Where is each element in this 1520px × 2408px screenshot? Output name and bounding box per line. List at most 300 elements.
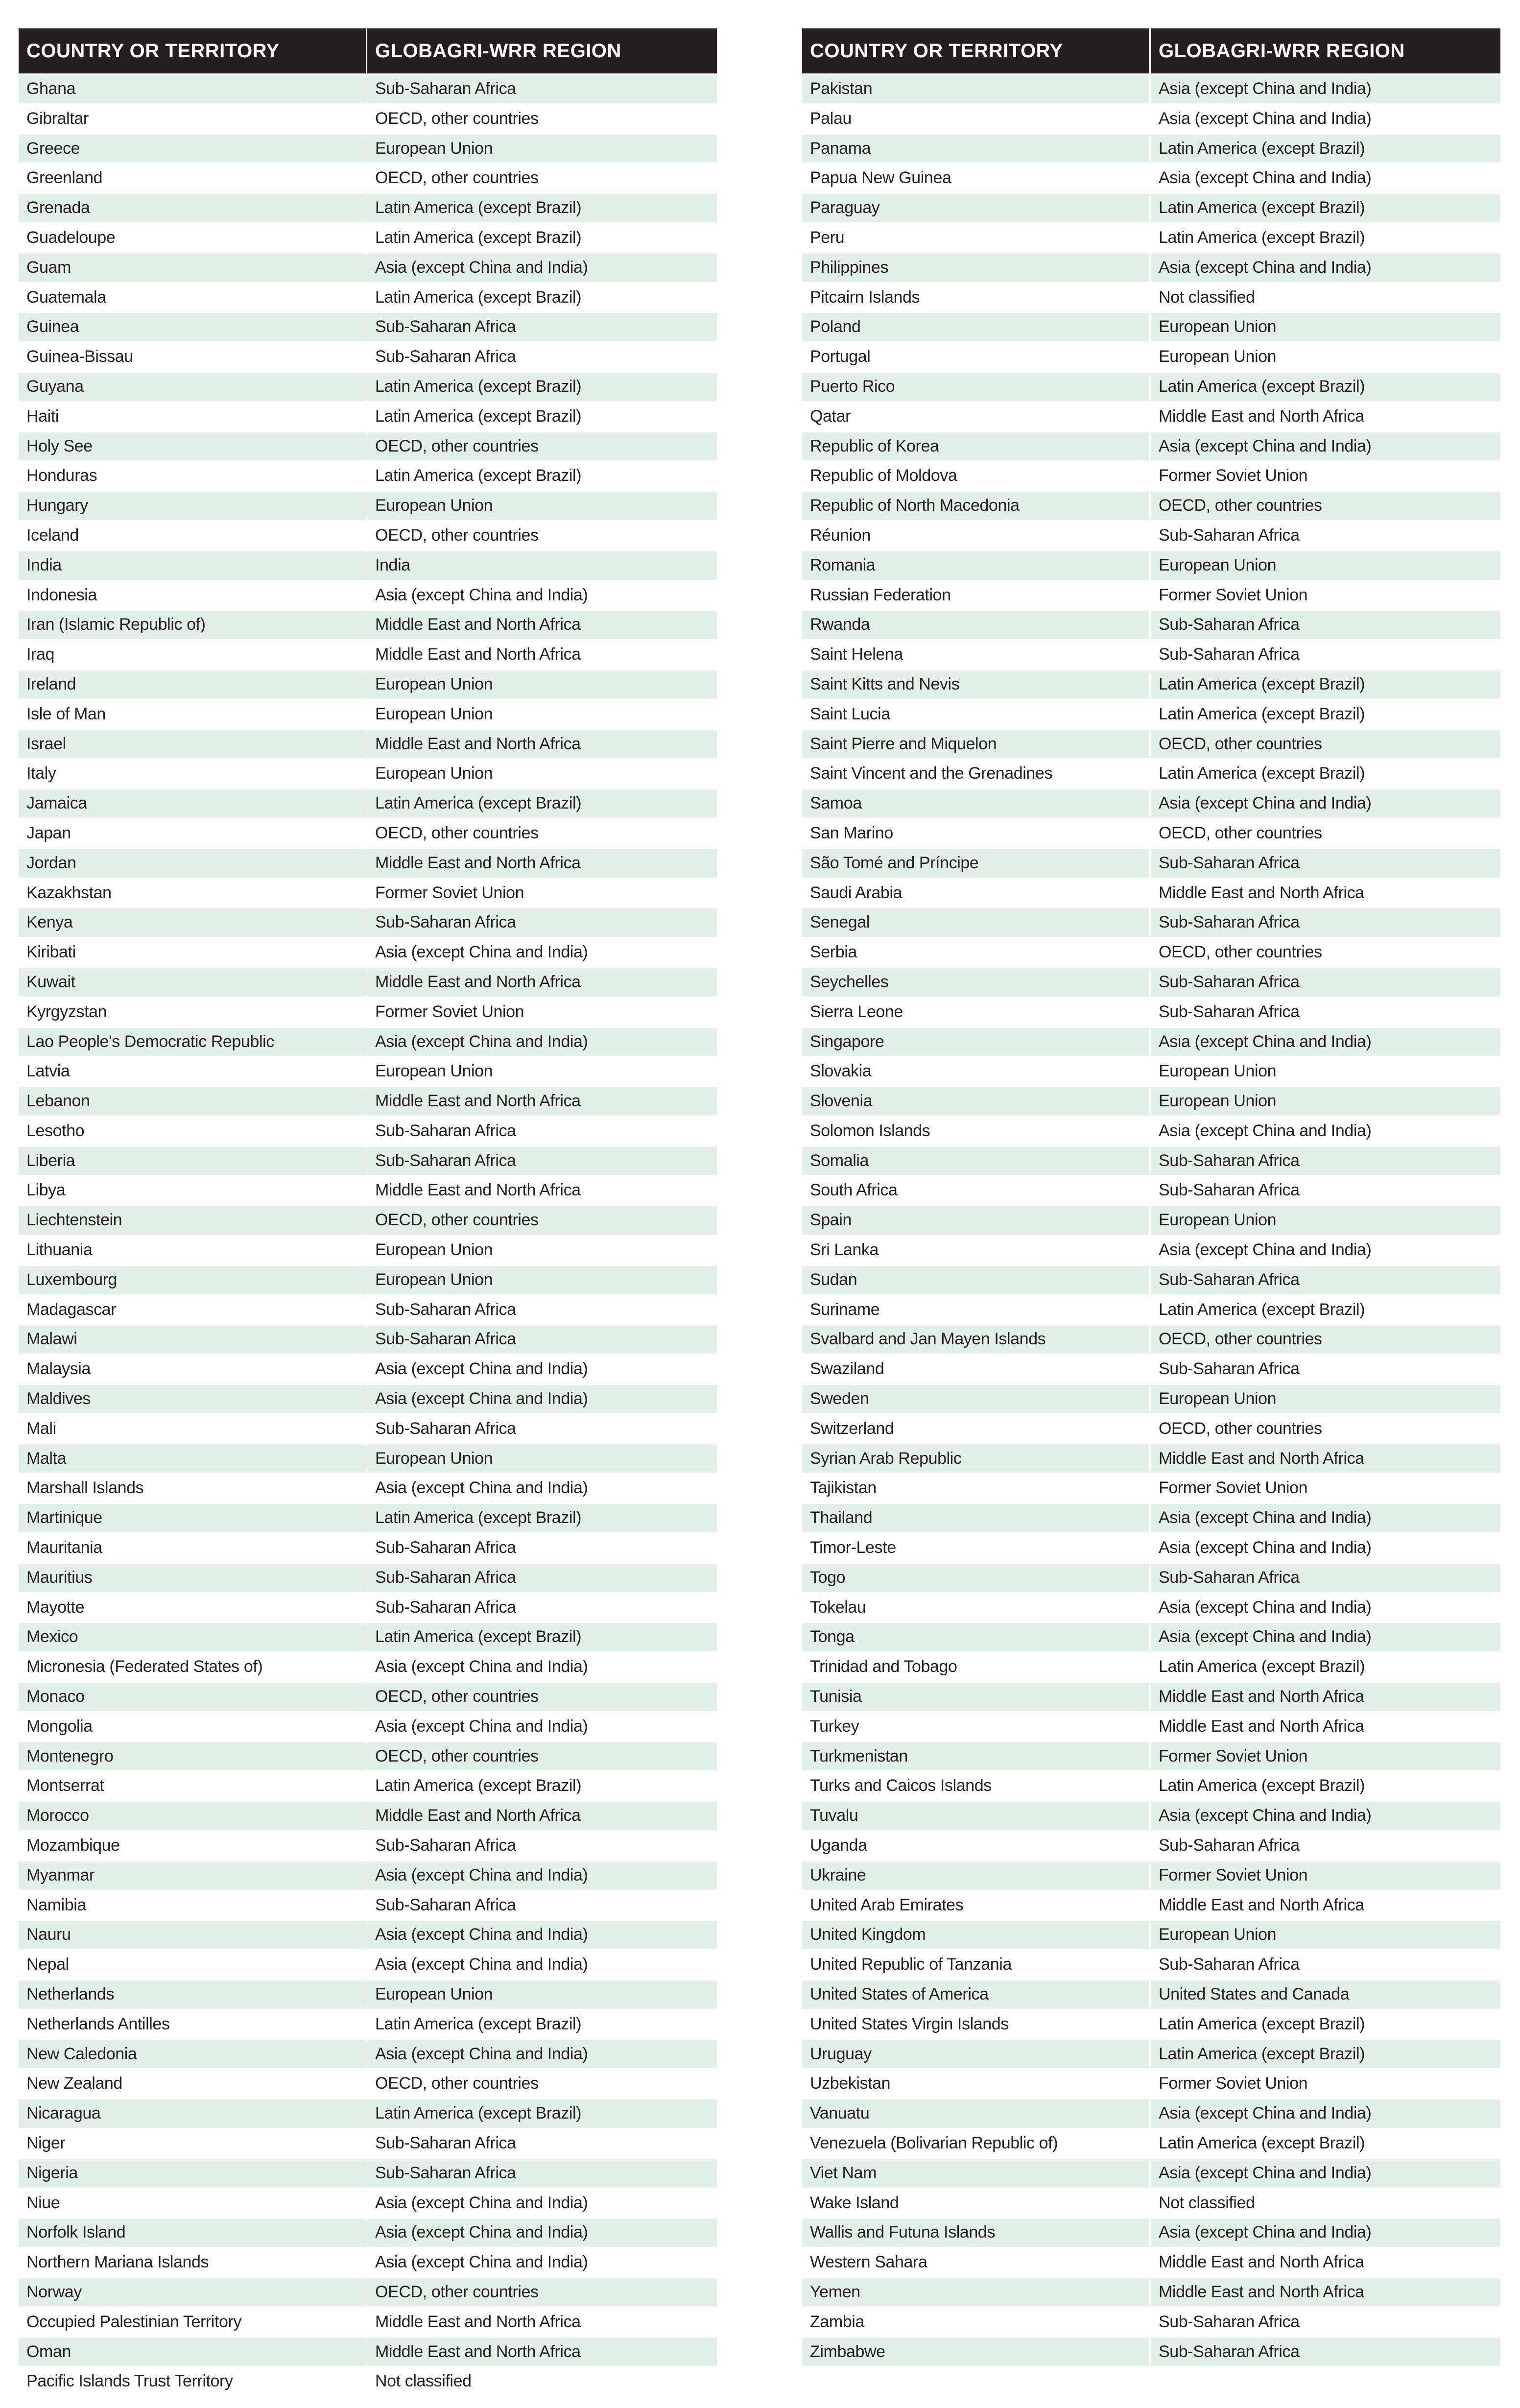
table-row xyxy=(802,1383,1500,1413)
region-cell: Asia (except China and India) xyxy=(1159,794,1372,813)
country-cell: India xyxy=(19,551,367,580)
region-cell: OECD, other countries xyxy=(1159,496,1322,515)
region-cell: Sub-Saharan Africa xyxy=(375,1568,516,1587)
table-row xyxy=(19,2158,717,2188)
region-cell: Asia (except China and India) xyxy=(1159,1121,1372,1140)
table-row xyxy=(19,252,717,282)
table-row xyxy=(802,311,1500,341)
country-cell: Occupied Palestinian Territory xyxy=(19,2308,367,2336)
table-row xyxy=(802,818,1500,848)
region-cell: European Union xyxy=(375,1240,493,1260)
country-cell: Mongolia xyxy=(19,1713,367,1741)
table-row xyxy=(19,1235,717,1264)
region-cell: Sub-Saharan Africa xyxy=(1159,645,1300,664)
country-cell: United Kingdom xyxy=(802,1921,1151,1949)
table-row xyxy=(802,1175,1500,1205)
region-cell: Sub-Saharan Africa xyxy=(375,1121,516,1140)
country-cell: Pitcairn Islands xyxy=(802,284,1151,312)
table-row xyxy=(19,2188,717,2217)
table-row xyxy=(19,1324,717,1354)
country-cell: Netherlands xyxy=(19,1980,367,2009)
country-cell: Peru xyxy=(802,224,1151,252)
country-cell: São Tomé and Príncipe xyxy=(802,849,1151,878)
region-cell: European Union xyxy=(1159,317,1277,336)
country-cell: Nepal xyxy=(19,1951,367,1979)
table-row xyxy=(802,669,1500,699)
table-row xyxy=(802,2247,1500,2277)
country-cell: Zimbabwe xyxy=(802,2338,1151,2366)
country-cell: Switzerland xyxy=(802,1415,1151,1443)
table-row xyxy=(802,371,1500,401)
region-cell: Sub-Saharan Africa xyxy=(1159,615,1300,634)
table-body xyxy=(19,73,717,2396)
region-cell: Sub-Saharan Africa xyxy=(375,1330,516,1349)
table-row xyxy=(802,2068,1500,2098)
country-cell: Latvia xyxy=(19,1057,367,1086)
country-cell: Panama xyxy=(802,135,1151,163)
region-cell: Latin America (except Brazil) xyxy=(1159,2044,1365,2063)
country-cell: Slovenia xyxy=(802,1087,1151,1116)
country-cell: Uzbekistan xyxy=(802,2070,1151,2098)
country-cell: Senegal xyxy=(802,908,1151,937)
country-cell: Saint Lucia xyxy=(802,700,1151,729)
region-cell: Sub-Saharan Africa xyxy=(375,1419,516,1438)
region-cell: Latin America (except Brazil) xyxy=(1159,228,1365,247)
region-cell: Asia (except China and India) xyxy=(375,1032,588,1051)
region-cell: Asia (except China and India) xyxy=(375,2193,588,2212)
region-cell: Sub-Saharan Africa xyxy=(375,317,516,336)
country-cell: Serbia xyxy=(802,938,1151,967)
region-cell: Latin America (except Brazil) xyxy=(1159,1657,1365,1676)
table-row xyxy=(802,1264,1500,1294)
region-cell: European Union xyxy=(375,1449,493,1468)
country-cell: Liberia xyxy=(19,1147,367,1175)
country-cell: Saint Kitts and Nevis xyxy=(802,670,1151,699)
table-row xyxy=(802,1860,1500,1890)
table-row xyxy=(802,490,1500,520)
country-cell: Guinea-Bissau xyxy=(19,343,367,371)
table-row xyxy=(19,1056,717,1086)
country-cell: Martinique xyxy=(19,1504,367,1532)
region-cell: Asia (except China and India) xyxy=(375,943,588,962)
region-cell: Latin America (except Brazil) xyxy=(1159,1776,1365,1795)
region-cell: European Union xyxy=(1159,347,1277,366)
region-cell: OECD, other countries xyxy=(375,109,539,128)
country-cell: Norfolk Island xyxy=(19,2218,367,2247)
region-cell: Middle East and North Africa xyxy=(1159,1687,1364,1706)
country-cell: Sudan xyxy=(802,1266,1151,1294)
region-cell: Former Soviet Union xyxy=(1159,585,1308,604)
country-cell: Netherlands Antilles xyxy=(19,2010,367,2039)
country-cell: Uruguay xyxy=(802,2040,1151,2069)
column-header-region: GLOBAGRI-WRR REGION xyxy=(375,40,621,62)
table-row xyxy=(802,788,1500,818)
table-row xyxy=(802,2128,1500,2158)
table-row xyxy=(802,2188,1500,2217)
table-row xyxy=(19,788,717,818)
table-row xyxy=(19,937,717,967)
region-cell: Middle East and North Africa xyxy=(1159,1449,1364,1468)
region-cell: Latin America (except Brazil) xyxy=(375,377,582,396)
table-row xyxy=(19,1086,717,1116)
region-cell: Middle East and North Africa xyxy=(1159,406,1364,426)
table-row xyxy=(802,103,1500,133)
table-row xyxy=(19,967,717,997)
region-cell: Latin America (except Brazil) xyxy=(1159,2014,1365,2033)
country-cell: Norway xyxy=(19,2278,367,2307)
country-cell: Suriname xyxy=(802,1296,1151,1324)
table-row xyxy=(19,341,717,371)
country-cell: Rwanda xyxy=(802,611,1151,639)
table-row xyxy=(19,431,717,461)
table-row xyxy=(19,1532,717,1562)
country-cell: Guatemala xyxy=(19,284,367,312)
region-cell: Asia (except China and India) xyxy=(1159,1597,1372,1617)
table-row xyxy=(802,550,1500,580)
country-cell: Tajikistan xyxy=(802,1474,1151,1502)
country-cell: Ghana xyxy=(19,75,367,103)
region-cell: Asia (except China and India) xyxy=(1159,1508,1372,1527)
country-cell: Saint Vincent and the Grenadines xyxy=(802,760,1151,788)
region-cell: Asia (except China and India) xyxy=(375,1717,588,1736)
country-cell: Monaco xyxy=(19,1683,367,1711)
table-row xyxy=(19,729,717,759)
country-cell: Malawi xyxy=(19,1325,367,1354)
region-cell: Asia (except China and India) xyxy=(1159,1538,1372,1557)
region-cell: Asia (except China and India) xyxy=(375,258,588,277)
country-cell: Niger xyxy=(19,2129,367,2158)
country-cell: Republic of Korea xyxy=(802,432,1151,461)
country-cell: Philippines xyxy=(802,254,1151,282)
region-cell: European Union xyxy=(1159,1062,1277,1081)
region-cell: Sub-Saharan Africa xyxy=(375,1836,516,1855)
country-cell: Sierra Leone xyxy=(802,998,1151,1026)
table-row xyxy=(19,1711,717,1741)
table-row xyxy=(19,133,717,163)
country-cell: Zambia xyxy=(802,2308,1151,2336)
region-cell: Latin America (except Brazil) xyxy=(375,2104,582,2123)
country-cell: Lesotho xyxy=(19,1117,367,1145)
country-cell: Western Sahara xyxy=(802,2248,1151,2277)
country-cell: Venezuela (Bolivarian Republic of) xyxy=(802,2129,1151,2158)
region-cell: European Union xyxy=(1159,555,1277,574)
region-cell: Asia (except China and India) xyxy=(375,585,588,604)
country-cell: Trinidad and Tobago xyxy=(802,1653,1151,1681)
table-row xyxy=(19,1473,717,1502)
table-row xyxy=(802,937,1500,967)
country-cell: New Zealand xyxy=(19,2070,367,2098)
country-cell: Guadeloupe xyxy=(19,224,367,252)
country-cell: Niue xyxy=(19,2189,367,2217)
table-row xyxy=(19,2068,717,2098)
region-cell: European Union xyxy=(375,1062,493,1081)
country-cell: Vanuatu xyxy=(802,2099,1151,2128)
country-cell: Kiribati xyxy=(19,938,367,967)
region-cell: Sub-Saharan Africa xyxy=(1159,1002,1300,1021)
table-row xyxy=(19,907,717,937)
region-cell: Sub-Saharan Africa xyxy=(1159,1151,1300,1170)
country-cell: New Caledonia xyxy=(19,2040,367,2069)
table-row xyxy=(802,1443,1500,1473)
table-row xyxy=(802,907,1500,937)
region-cell: Middle East and North Africa xyxy=(375,1806,581,1825)
table-row xyxy=(802,1741,1500,1771)
country-cell: Mauritania xyxy=(19,1534,367,1562)
table-row xyxy=(802,1473,1500,1502)
country-cell: Grenada xyxy=(19,194,367,222)
table-row xyxy=(802,2217,1500,2247)
table-row xyxy=(19,2098,717,2128)
country-cell: Ukraine xyxy=(802,1861,1151,1890)
region-cell: Asia (except China and India) xyxy=(375,1389,588,1408)
region-cell: Sub-Saharan Africa xyxy=(1159,913,1300,932)
country-cell: Micronesia (Federated States of) xyxy=(19,1653,367,1681)
region-cell: Sub-Saharan Africa xyxy=(1159,2342,1300,2361)
country-cell: Jordan xyxy=(19,849,367,878)
region-cell: Middle East and North Africa xyxy=(375,615,581,634)
country-cell: Tuvalu xyxy=(802,1802,1151,1830)
country-cell: Portugal xyxy=(802,343,1151,371)
table-row xyxy=(19,2277,717,2307)
table-row xyxy=(802,1205,1500,1235)
region-cell: Asia (except China and India) xyxy=(1159,2223,1372,2242)
region-cell: Not classified xyxy=(1159,287,1255,307)
country-cell: Syrian Arab Republic xyxy=(802,1445,1151,1473)
region-cell: OECD, other countries xyxy=(1159,1330,1322,1349)
table-row xyxy=(802,520,1500,550)
country-cell: Nicaragua xyxy=(19,2099,367,2128)
country-cell: Liechtenstein xyxy=(19,1206,367,1235)
country-cell: Myanmar xyxy=(19,1861,367,1890)
table-row xyxy=(19,550,717,580)
region-cell: Latin America (except Brazil) xyxy=(375,406,582,426)
country-cell: Mauritius xyxy=(19,1564,367,1592)
region-cell: Sub-Saharan Africa xyxy=(375,1151,516,1170)
region-cell: Not classified xyxy=(1159,2193,1255,2212)
country-cell: Holy See xyxy=(19,432,367,461)
region-cell: OECD, other countries xyxy=(375,1746,539,1765)
table-row xyxy=(802,1592,1500,1622)
table-row xyxy=(802,2098,1500,2128)
country-cell: Guyana xyxy=(19,373,367,401)
region-cell: Middle East and North Africa xyxy=(1159,2282,1364,2301)
country-cell: Maldives xyxy=(19,1385,367,1413)
region-cell: Latin America (except Brazil) xyxy=(1159,198,1365,217)
region-cell: Latin America (except Brazil) xyxy=(375,1776,582,1795)
table-row xyxy=(19,1383,717,1413)
region-cell: Middle East and North Africa xyxy=(375,853,581,872)
table-row xyxy=(19,2366,717,2396)
region-cell: Sub-Saharan Africa xyxy=(375,913,516,932)
country-cell: Isle of Man xyxy=(19,700,367,729)
table-row xyxy=(19,163,717,192)
table-header xyxy=(19,28,717,73)
region-cell: Former Soviet Union xyxy=(1159,2074,1308,2093)
region-cell: Sub-Saharan Africa xyxy=(375,79,516,98)
table-row xyxy=(802,997,1500,1026)
region-cell: Asia (except China and India) xyxy=(1159,2163,1372,2182)
country-cell: Luxembourg xyxy=(19,1266,367,1294)
country-cell: Viet Nam xyxy=(802,2159,1151,2188)
country-cell: Iran (Islamic Republic of) xyxy=(19,611,367,639)
country-cell: Nigeria xyxy=(19,2159,367,2188)
country-cell: Guam xyxy=(19,254,367,282)
table-row xyxy=(19,758,717,788)
region-cell: OECD, other countries xyxy=(375,525,539,545)
table-row xyxy=(19,1890,717,1920)
country-cell: Spain xyxy=(802,1206,1151,1235)
country-cell: Yemen xyxy=(802,2278,1151,2307)
region-cell: Sub-Saharan Africa xyxy=(375,1538,516,1557)
region-cell: Asia (except China and India) xyxy=(1159,258,1372,277)
region-cell: Sub-Saharan Africa xyxy=(1159,1181,1300,1200)
region-cell: OECD, other countries xyxy=(375,436,539,455)
table-row xyxy=(19,371,717,401)
table-row xyxy=(802,639,1500,669)
region-cell: Latin America (except Brazil) xyxy=(1159,704,1365,723)
country-cell: Gibraltar xyxy=(19,105,367,133)
region-cell: Asia (except China and India) xyxy=(375,2044,588,2063)
country-cell: Republic of Moldova xyxy=(802,462,1151,490)
region-cell: Middle East and North Africa xyxy=(375,972,581,991)
region-cell: Latin America (except Brazil) xyxy=(375,198,582,217)
country-cell: Uganda xyxy=(802,1832,1151,1860)
country-cell: Morocco xyxy=(19,1802,367,1830)
table-row xyxy=(802,431,1500,461)
country-cell: Guinea xyxy=(19,313,367,341)
country-cell: Mali xyxy=(19,1415,367,1443)
region-cell: European Union xyxy=(1159,1389,1277,1408)
country-cell: Japan xyxy=(19,819,367,848)
table-row xyxy=(802,341,1500,371)
table-row xyxy=(802,729,1500,759)
table-row xyxy=(19,1592,717,1622)
region-cell: Asia (except China and India) xyxy=(1159,109,1372,128)
table-row xyxy=(19,2009,717,2039)
table-row xyxy=(19,73,717,103)
country-cell: Iceland xyxy=(19,522,367,550)
country-cell: Thailand xyxy=(802,1504,1151,1532)
table-row xyxy=(19,848,717,878)
region-cell: Latin America (except Brazil) xyxy=(1159,1300,1365,1319)
table-row xyxy=(802,1502,1500,1532)
country-cell: Mozambique xyxy=(19,1832,367,1860)
table-row xyxy=(19,669,717,699)
region-cell: Asia (except China and India) xyxy=(375,1865,588,1884)
region-cell: Sub-Saharan Africa xyxy=(375,1300,516,1319)
table-row xyxy=(802,1830,1500,1860)
table-row xyxy=(802,1235,1500,1264)
country-cell: Montenegro xyxy=(19,1742,367,1771)
country-cell: Republic of North Macedonia xyxy=(802,492,1151,520)
table-row xyxy=(19,699,717,729)
region-cell: Latin America (except Brazil) xyxy=(375,1627,582,1646)
table-row xyxy=(802,1979,1500,2009)
region-cell: Latin America (except Brazil) xyxy=(1159,139,1365,158)
table-row xyxy=(802,2158,1500,2188)
region-cell: OECD, other countries xyxy=(375,2282,539,2301)
table-row xyxy=(802,1770,1500,1800)
column-header-country: COUNTRY OR TERRITORY xyxy=(802,28,1151,73)
table-row xyxy=(802,1711,1500,1741)
table-row xyxy=(802,1651,1500,1681)
table-row xyxy=(802,163,1500,192)
table-row xyxy=(19,1354,717,1383)
region-cell: Asia (except China and India) xyxy=(375,1359,588,1379)
table-row xyxy=(802,878,1500,907)
region-cell: European Union xyxy=(375,1270,493,1289)
country-cell: Ireland xyxy=(19,670,367,699)
country-cell: United States Virgin Islands xyxy=(802,2010,1151,2039)
table-row xyxy=(802,1890,1500,1920)
table-left xyxy=(19,28,717,2396)
region-cell: Former Soviet Union xyxy=(375,883,524,902)
country-cell: Singapore xyxy=(802,1028,1151,1056)
table-row xyxy=(19,580,717,610)
country-cell: Réunion xyxy=(802,522,1151,550)
region-cell: Latin America (except Brazil) xyxy=(1159,674,1365,693)
table-row xyxy=(802,967,1500,997)
country-cell: Lao People's Democratic Republic xyxy=(19,1028,367,1056)
region-cell: OECD, other countries xyxy=(1159,734,1322,753)
region-cell: Latin America (except Brazil) xyxy=(1159,2133,1365,2152)
country-cell: Turkmenistan xyxy=(802,1742,1151,1771)
region-cell: Middle East and North Africa xyxy=(375,1181,581,1200)
table-row xyxy=(802,2277,1500,2307)
country-cell: Lithuania xyxy=(19,1236,367,1264)
table-row xyxy=(802,1681,1500,1711)
region-cell: Latin America (except Brazil) xyxy=(375,228,582,247)
region-cell: OECD, other countries xyxy=(1159,823,1322,842)
country-cell: Tunisia xyxy=(802,1683,1151,1711)
region-cell: Former Soviet Union xyxy=(1159,1865,1308,1884)
table-row xyxy=(19,1294,717,1324)
country-cell: Hungary xyxy=(19,492,367,520)
table-right xyxy=(802,28,1500,2366)
table-row xyxy=(19,1621,717,1651)
country-cell: United Arab Emirates xyxy=(802,1891,1151,1920)
region-cell: European Union xyxy=(375,139,493,158)
table-row xyxy=(802,1324,1500,1354)
table-row xyxy=(802,2336,1500,2366)
table-row xyxy=(802,2009,1500,2039)
table-row xyxy=(802,1145,1500,1175)
table-row xyxy=(802,460,1500,490)
country-cell: Timor-Leste xyxy=(802,1534,1151,1562)
table-row xyxy=(19,1860,717,1890)
country-cell: Somalia xyxy=(802,1147,1151,1175)
region-cell: Asia (except China and India) xyxy=(1159,79,1372,98)
table-row xyxy=(19,2247,717,2277)
country-cell: Northern Mariana Islands xyxy=(19,2248,367,2277)
region-cell: Asia (except China and India) xyxy=(1159,1032,1372,1051)
region-cell: Not classified xyxy=(375,2372,472,2391)
country-cell: Lebanon xyxy=(19,1087,367,1116)
region-cell: Latin America (except Brazil) xyxy=(375,2014,582,2033)
country-cell: Poland xyxy=(802,313,1151,341)
region-cell: OECD, other countries xyxy=(375,2074,539,2093)
region-cell: Asia (except China and India) xyxy=(1159,168,1372,188)
region-cell: Asia (except China and India) xyxy=(375,1657,588,1676)
table-body xyxy=(802,73,1500,2366)
table-row xyxy=(802,1116,1500,1145)
region-cell: India xyxy=(375,555,410,574)
table-row xyxy=(802,1800,1500,1830)
table-row xyxy=(802,2307,1500,2336)
country-cell: United States of America xyxy=(802,1980,1151,2009)
column-header-region: GLOBAGRI-WRR REGION xyxy=(1159,40,1405,62)
country-cell: Saint Helena xyxy=(802,641,1151,669)
